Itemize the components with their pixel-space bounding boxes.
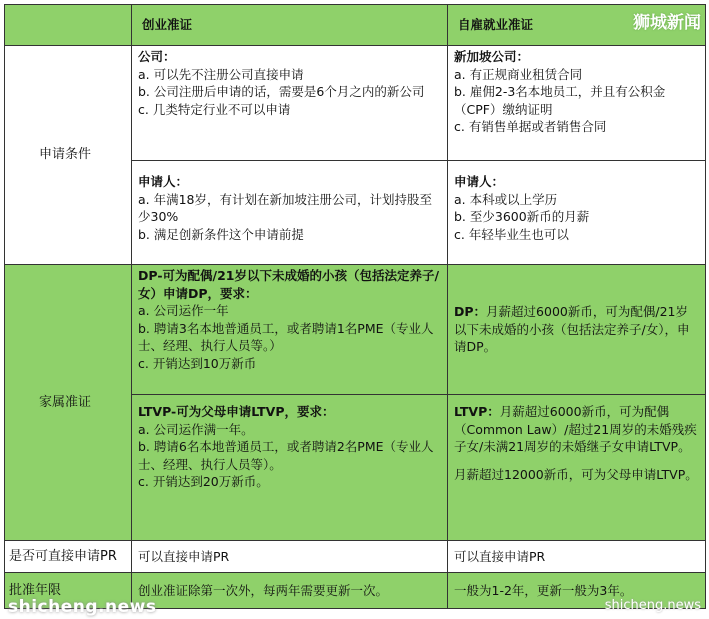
- ep-ltvp-line: a. 公司运作满一年。: [138, 421, 254, 437]
- se-ltvp-text: 月薪超过6000新币，可为配偶（Common Law）/超过21周岁的未婚残疾子女/未满21周岁的未婚继子女申请LTVP。: [454, 404, 697, 454]
- watermark-top: 狮城新闻: [633, 13, 701, 33]
- se-company-title: 新加坡公司：: [454, 49, 530, 64]
- se-ltvp-text2: 月薪超过12000新币，可为父母申请LTVP。: [454, 466, 698, 482]
- watermark-bottom-right: shicheng.news: [604, 598, 701, 613]
- ep-applicant-title: 申请人：: [138, 174, 189, 189]
- ep-ltvp-title: LTVP-可为父母申请LTVP，要求：: [138, 404, 335, 419]
- se-dp-cell: [448, 265, 706, 395]
- validity-se: 一般为1-2年，更新一般为3年。: [448, 573, 706, 609]
- se-dp-text: 月薪超过6000新币，可为配偶/21岁以下未成婚的小孩（包括法定养子/女），申请DP。: [454, 304, 690, 355]
- ep-company-line: c. 几类特定行业不可以申请: [138, 101, 291, 117]
- watermark-bottom-left: shicheng.news: [8, 597, 157, 617]
- ep-dp-line: c. 开销达到10万新币: [138, 355, 257, 371]
- ep-ltvp-line: b. 聘请6名本地普通员工，或者聘请2名PME（专业人士、经理、执行人员等）。: [138, 439, 434, 472]
- pr-label: 是否可直接申请PR: [5, 541, 132, 573]
- ep-company-line: b. 公司注册后申请的话，需要是6个月之内的新公司: [138, 84, 425, 99]
- se-applicant-line: a. 本科或以上学历: [454, 191, 558, 207]
- se-applicant-line: c. 年轻毕业生也可以: [454, 226, 569, 242]
- ep-company-line: a. 可以先不注册公司直接申请: [138, 66, 304, 82]
- family-row-1: [5, 265, 706, 395]
- se-ltvp-cell: [448, 395, 706, 541]
- header-ep: 创业准证: [132, 5, 448, 46]
- ep-dp-line: b. 聘请3名本地普通员工，或者聘请1名PME（专业人士、经理、执行人员等。）: [138, 320, 434, 353]
- se-company-line: b. 雇佣2-3名本地员工，并且有公积金（CPF）缴纳证明: [454, 84, 666, 117]
- ep-applicant-line: a. 年满18岁，有计划在新加坡注册公司，计划持股至少30%: [138, 191, 433, 224]
- pr-row: [5, 541, 706, 573]
- ep-dp-cell: [132, 265, 448, 395]
- se-company-line: c. 有销售单据或者销售合同: [454, 119, 607, 134]
- se-dp-prefix: DP：: [454, 304, 487, 320]
- validity-ep: 创业准证除第一次外，每两年需要更新一次。: [132, 573, 448, 609]
- se-applicant-line: b. 至少3600新币的月薪: [454, 209, 590, 224]
- se-company-line: a. 有正规商业租赁合同: [454, 66, 583, 82]
- ep-dp-line: a. 公司运作一年: [138, 303, 229, 318]
- ep-ltvp-cell: [132, 395, 448, 541]
- header-row: [5, 5, 706, 46]
- se-company-cell: [448, 46, 706, 161]
- ep-applicant-cell: [132, 161, 448, 265]
- se-applicant-cell: [448, 161, 706, 265]
- ep-company-title: 公司：: [138, 49, 176, 64]
- header-se: 自雇就业准证: [448, 5, 706, 46]
- comparison-table: [4, 4, 706, 609]
- conditions-row-1: [5, 46, 706, 161]
- conditions-label: 申请条件: [5, 46, 132, 265]
- ep-company-cell: [132, 46, 448, 161]
- header-empty: [5, 5, 132, 46]
- se-ltvp-prefix: LTVP：: [454, 404, 500, 419]
- ep-ltvp-line: c. 开销达到20万新币。: [138, 474, 269, 489]
- validity-label: 批准年限: [5, 573, 132, 609]
- pr-se: 可以直接申请PR: [448, 541, 706, 573]
- se-applicant-title: 申请人：: [454, 174, 505, 189]
- ep-applicant-line: b. 满足创新条件这个申请前提: [138, 226, 304, 242]
- ep-dp-title: DP-可为配偶/21岁以下未成婚的小孩（包括法定养子/女）申请DP，要求：: [138, 268, 440, 301]
- family-label: 家属准证: [5, 265, 132, 541]
- pr-ep: 可以直接申请PR: [132, 541, 448, 573]
